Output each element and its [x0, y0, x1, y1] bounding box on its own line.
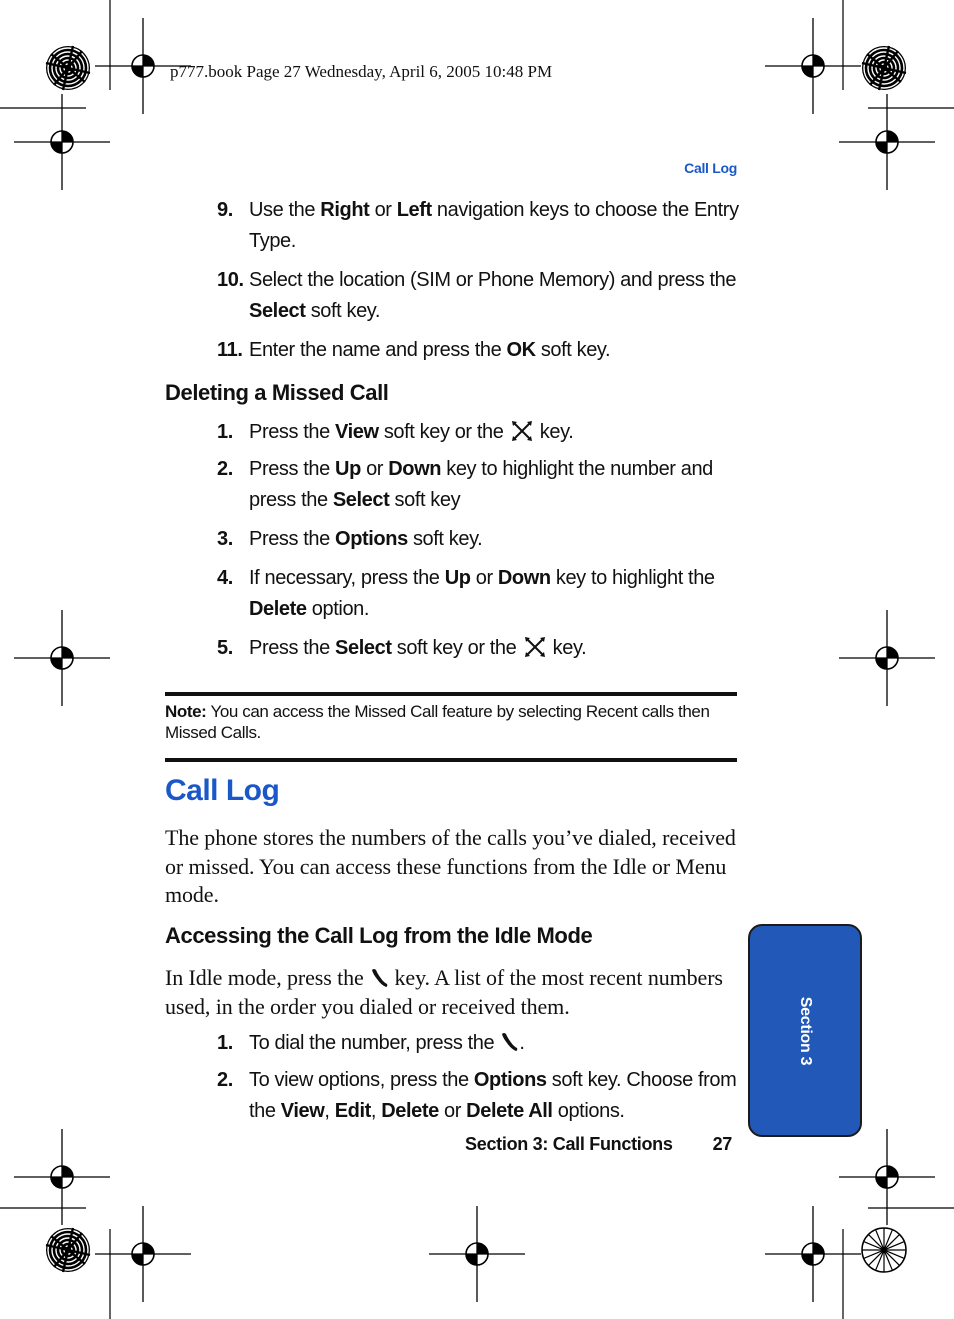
section-tab: [748, 924, 862, 1137]
step-1: 1. Press the View soft key or the key.: [217, 421, 574, 443]
note: Note: You can access the Missed Call feature by selecting Recent calls then Missed Calls.: [165, 702, 710, 742]
heading-accessing-call-log: Accessing the Call Log from the Idle Mode: [165, 923, 593, 948]
section-tab-label: Section 3: [797, 996, 814, 1065]
footer-section-title: Section 3: Call Functions: [465, 1134, 673, 1154]
print-slug: p777.book Page 27 Wednesday, April 6, 2005 10:48 PM: [170, 62, 553, 81]
step-3: 3. Press the Options soft key.: [217, 528, 483, 550]
navigation-key-icon: [522, 636, 548, 658]
note-rule-top: [165, 692, 737, 696]
page-number: 27: [712, 1134, 732, 1154]
step-10: 10. Select the location (SIM or Phone Memory) and press the Select soft key.: [217, 269, 737, 322]
step-2-options: 2. To view options, press the Options soft key. Choose from the View, Edit, Delete or Delete All options.: [217, 1069, 737, 1122]
heading-deleting-missed-call: Deleting a Missed Call: [165, 380, 389, 405]
step-9: 9. Use the Right or Left navigation keys to choose the Entry Type.: [217, 199, 739, 252]
step-1-dial: 1. To dial the number, press the .: [217, 1032, 525, 1054]
send-key-icon: [369, 967, 389, 989]
send-key-icon: [499, 1031, 519, 1053]
idle-mode-paragraph: In Idle mode, press the key. A list of the most recent numbers used, in the order you dialed or received them.: [165, 965, 723, 1019]
steps-accessing: [217, 1028, 742, 1127]
page-footer: [360, 1134, 732, 1155]
step-11: 11. Enter the name and press the OK soft key.: [217, 339, 611, 361]
steps-top: [217, 195, 742, 366]
navigation-key-icon: [509, 420, 535, 442]
running-head: Call Log: [684, 160, 737, 176]
step-2: 2. Press the Up or Down key to highlight the number and press the Select soft key: [217, 458, 713, 511]
note-rule-bottom: [165, 758, 737, 762]
section-title: Call Log: [165, 774, 280, 807]
intro-paragraph: The phone stores the numbers of the calls you’ve dialed, received or missed. You can access these functions from the Idle or Menu mode.: [165, 825, 736, 907]
step-5: 5. Press the Select soft key or the key.: [217, 637, 587, 659]
step-4: 4. If necessary, press the Up or Down key to highlight the Delete option.: [217, 567, 715, 620]
steps-deleting: [217, 417, 742, 664]
